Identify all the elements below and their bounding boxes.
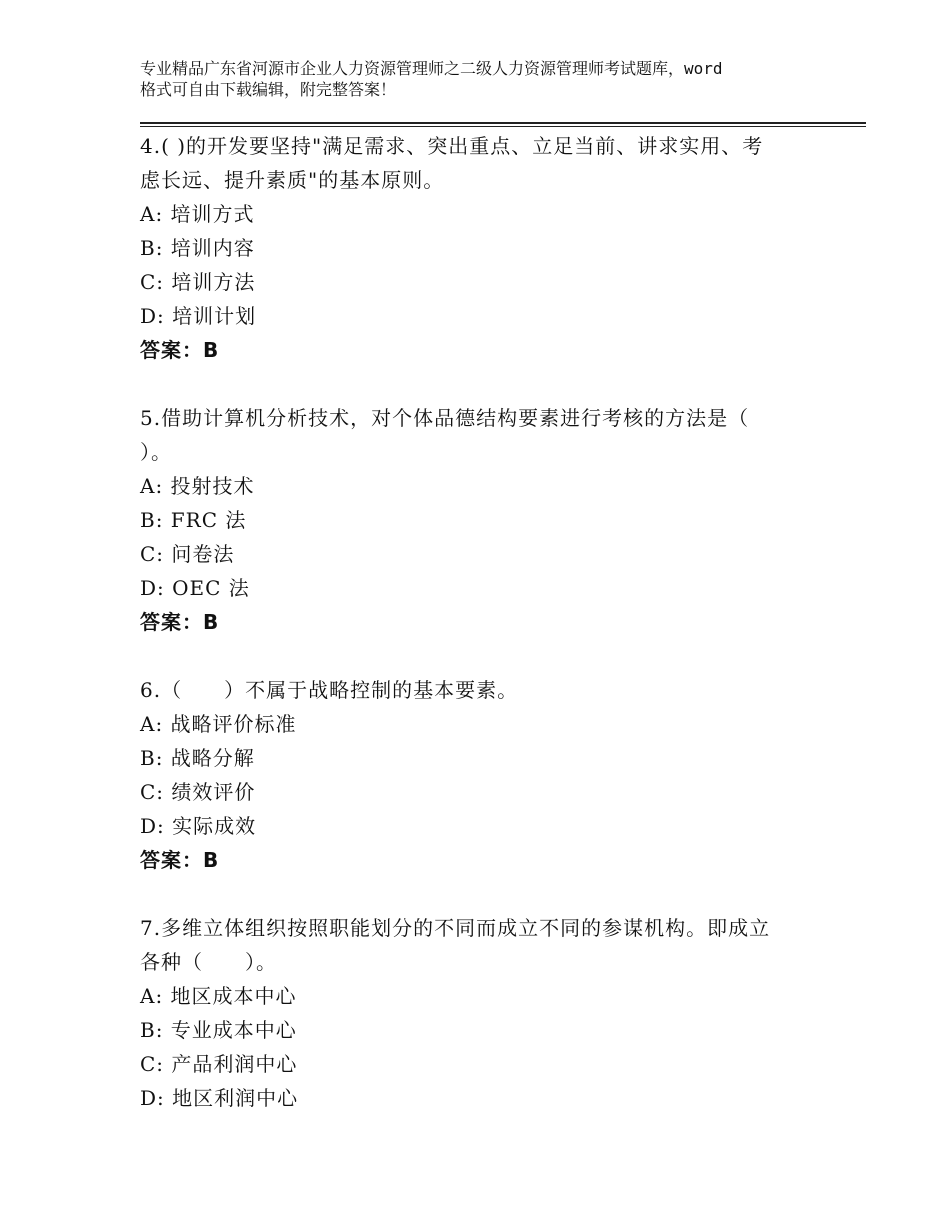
header-rule-thin — [140, 126, 866, 127]
question-stem-line: 虑长远、提升素质"的基本原则。 — [140, 168, 445, 192]
option-a: A: 投射技术 — [140, 474, 255, 498]
question-6 — [140, 673, 820, 877]
question-spacer — [140, 639, 820, 673]
question-spacer — [140, 367, 820, 401]
option-b: B: 培训内容 — [140, 236, 255, 260]
option-b: B: 战略分解 — [140, 746, 255, 770]
answer-label: 答案：B — [140, 848, 220, 872]
question-stem-line: 4.( )的开发要坚持"满足需求、突出重点、立足当前、讲求实用、考 — [140, 134, 764, 158]
option-d: D: OEC 法 — [140, 576, 250, 600]
option-d: D: 培训计划 — [140, 304, 257, 328]
question-list — [140, 129, 820, 1115]
option-d: D: 地区利润中心 — [140, 1086, 299, 1110]
option-b: B: FRC 法 — [140, 508, 247, 532]
question-spacer — [140, 877, 820, 911]
question-stem-line: 各种（ ）。 — [140, 950, 277, 974]
question-stem-line: 7.多维立体组织按照职能划分的不同而成立不同的参谋机构。即成立 — [140, 916, 771, 940]
question-5 — [140, 401, 820, 639]
header-rule-thick — [140, 122, 866, 124]
option-c: C: 培训方法 — [140, 270, 256, 294]
option-c: C: 产品利润中心 — [140, 1052, 298, 1076]
answer-label: 答案：B — [140, 338, 220, 362]
question-stem-line: ）。 — [140, 440, 172, 464]
option-c: C: 绩效评价 — [140, 780, 256, 804]
question-stem-line: 6.（ ）不属于战略控制的基本要素。 — [140, 678, 519, 702]
header-title-line-2: 格式可自由下载编辑，附完整答案！ — [140, 80, 397, 99]
header-title-line-1: 专业精品广东省河源市企业人力资源管理师之二级人力资源管理师考试题库，word — [140, 59, 723, 78]
option-d: D: 实际成效 — [140, 814, 257, 838]
document-header — [140, 58, 830, 100]
option-a: A: 培训方式 — [140, 202, 255, 226]
question-4 — [140, 129, 820, 367]
option-b: B: 专业成本中心 — [140, 1018, 297, 1042]
question-7 — [140, 911, 820, 1115]
option-a: A: 战略评价标准 — [140, 712, 297, 736]
option-c: C: 问卷法 — [140, 542, 235, 566]
option-a: A: 地区成本中心 — [140, 984, 297, 1008]
question-stem-line: 5.借助计算机分析技术，对个体品德结构要素进行考核的方法是（ — [140, 406, 750, 430]
answer-label: 答案：B — [140, 610, 220, 634]
